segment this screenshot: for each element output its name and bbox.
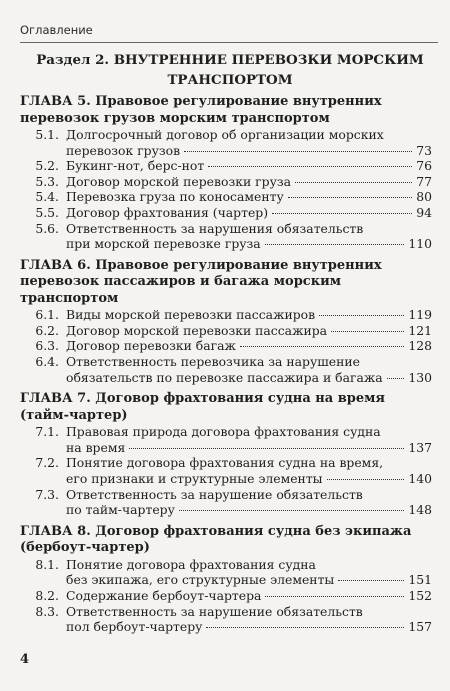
dot-leader: [272, 213, 412, 214]
chapter-title-line: ГЛАВА 8. Договор фрахтования судна без экипажа: [20, 523, 412, 539]
dot-leader: [184, 151, 412, 152]
entry-title-line: при морской перевозке груза: [66, 236, 261, 252]
entry-title-line: на время: [66, 439, 126, 455]
chapter-title-line: (тайм-чартер): [20, 407, 128, 423]
entry-page-number: 157: [408, 619, 432, 635]
entry-page-number: 80: [416, 189, 432, 205]
entry-number: 6.1.: [35, 307, 59, 323]
entry-number: 5.2.: [35, 158, 59, 174]
entry-title-line: Виды морской перевозки пассажиров: [66, 307, 316, 323]
toc-entry[interactable]: [20, 354, 432, 385]
entry-number: 8.2.: [35, 587, 59, 603]
entry-page-number: 94: [416, 204, 432, 220]
entry-number: 5.1.: [35, 127, 59, 142]
toc-entry[interactable]: [20, 127, 432, 158]
dot-leader: [208, 166, 412, 167]
section-title: [30, 50, 430, 90]
chapter-title: [20, 391, 432, 424]
entry-title-line: Договор морской перевозки груза: [66, 173, 292, 189]
dot-leader: [179, 510, 404, 511]
entry-title-line: обязательств по перевозке пассажира и багажа: [66, 369, 383, 385]
dot-leader: [338, 580, 404, 581]
table-of-contents: [20, 94, 432, 641]
dot-leader: [387, 378, 405, 379]
running-header: Оглавление: [20, 23, 93, 37]
entry-page-number: 121: [408, 322, 432, 338]
entry-number: 6.2.: [35, 322, 59, 338]
chapter-title-line: перевозок грузов морским транспортом: [20, 110, 330, 126]
chapter-title: [20, 258, 432, 308]
entry-page-number: 130: [408, 369, 432, 385]
entry-number: 7.1.: [35, 424, 59, 440]
toc-entry[interactable]: [20, 205, 432, 221]
entry-page-number: 140: [408, 471, 432, 486]
dot-leader: [327, 479, 405, 480]
dot-leader: [265, 596, 404, 597]
entry-page-number: 137: [408, 439, 432, 455]
entry-page-number: 148: [408, 502, 432, 518]
toc-entry[interactable]: [20, 487, 432, 518]
toc-entry[interactable]: [20, 338, 432, 354]
chapter-title-line: (бербоут-чартер): [20, 540, 150, 556]
toc-chapter: [20, 524, 432, 635]
entry-title-line: его признаки и структурные элементы: [66, 471, 323, 486]
entry-page-number: 110: [408, 236, 432, 252]
entry-page-number: 77: [416, 173, 432, 189]
toc-entry[interactable]: [20, 323, 432, 339]
toc-entry[interactable]: [20, 189, 432, 205]
entry-title-line: Понятие договора фрахтования судна на время,: [66, 455, 384, 471]
section-title-line: ТРАНСПОРТОМ: [167, 72, 293, 88]
entry-number: 8.3.: [35, 603, 59, 619]
chapter-title: [20, 524, 432, 557]
entry-number: 5.5.: [35, 204, 59, 220]
page-number: 4: [20, 652, 30, 667]
entry-page-number: 76: [416, 158, 432, 174]
entry-title-line: Правовая природа договора фрахтования судна: [66, 424, 381, 440]
dot-leader: [288, 197, 412, 198]
entry-page-number: 128: [408, 338, 432, 354]
entry-title-line: Договор перевозки багаж: [66, 338, 236, 354]
chapter-title-line: перевозок пассажиров и багажа морским транспортом: [20, 274, 342, 306]
entry-title-line: Букинг-нот, берс-нот: [66, 158, 205, 174]
entry-number: 5.6.: [35, 220, 59, 236]
entry-number: 6.3.: [35, 338, 59, 354]
entry-title-line: Ответственность за нарушения обязательств: [66, 220, 364, 236]
dot-leader: [331, 331, 404, 332]
entry-number: 8.1.: [35, 556, 59, 572]
toc-chapter: [20, 391, 432, 518]
entry-number: 5.4.: [35, 189, 59, 205]
toc-entry[interactable]: [20, 557, 432, 588]
entry-page-number: 73: [416, 142, 432, 158]
toc-chapter: [20, 94, 432, 252]
entry-page-number: 151: [408, 572, 432, 588]
entry-title-line: Ответственность за нарушение обязательств: [66, 486, 363, 502]
chapter-title: [20, 94, 432, 127]
entry-title-line: Договор морской перевозки пассажира: [66, 322, 328, 338]
toc-entry[interactable]: [20, 455, 432, 486]
entry-title-line: Ответственность перевозчика за нарушение: [66, 354, 360, 370]
entry-title-line: по тайм-чартеру: [66, 502, 175, 518]
dot-leader: [265, 244, 405, 245]
toc-entry[interactable]: [20, 221, 432, 252]
entry-title-line: Договор фрахтования (чартер): [66, 204, 269, 220]
entry-number: 7.2.: [35, 455, 59, 471]
dot-leader: [206, 627, 404, 628]
header-rule: [20, 42, 438, 43]
entry-title-line: Ответственность за нарушение обязательств: [66, 603, 363, 619]
toc-entry[interactable]: [20, 588, 432, 604]
toc-entry[interactable]: [20, 424, 432, 455]
entry-title-line: перевозок грузов: [66, 142, 181, 158]
toc-chapter: [20, 258, 432, 385]
entry-number: 6.4.: [35, 354, 59, 370]
entry-title-line: без экипажа, его структурные элементы: [66, 572, 335, 588]
entry-title-line: Долгосрочный договор об организации морских: [66, 127, 384, 142]
entry-page-number: 152: [408, 587, 432, 603]
chapter-title-line: ГЛАВА 7. Договор фрахтования судна на время: [20, 391, 386, 407]
dot-leader: [129, 448, 404, 449]
entry-number: 7.3.: [35, 486, 59, 502]
toc-entry[interactable]: [20, 158, 432, 174]
dot-leader: [295, 182, 412, 183]
toc-entry[interactable]: [20, 307, 432, 323]
entry-title-line: пол бербоут-чартеру: [66, 619, 203, 635]
entry-number: 5.3.: [35, 173, 59, 189]
entry-page-number: 119: [408, 307, 432, 323]
section-title-line: Раздел 2. ВНУТРЕННИЕ ПЕРЕВОЗКИ МОРСКИМ: [36, 52, 424, 68]
dot-leader: [319, 315, 404, 316]
entry-title-line: Перевозка груза по коносаменту: [66, 189, 284, 205]
dot-leader: [240, 346, 404, 347]
chapter-title-line: ГЛАВА 5. Правовое регулирование внутренних: [20, 94, 382, 109]
entry-title-line: Понятие договора фрахтования судна: [66, 556, 316, 572]
entry-title-line: Содержание бербоут-чартера: [66, 587, 262, 603]
chapter-title-line: ГЛАВА 6. Правовое регулирование внутренних: [20, 257, 382, 273]
toc-entry[interactable]: [20, 174, 432, 190]
toc-entry[interactable]: [20, 604, 432, 635]
